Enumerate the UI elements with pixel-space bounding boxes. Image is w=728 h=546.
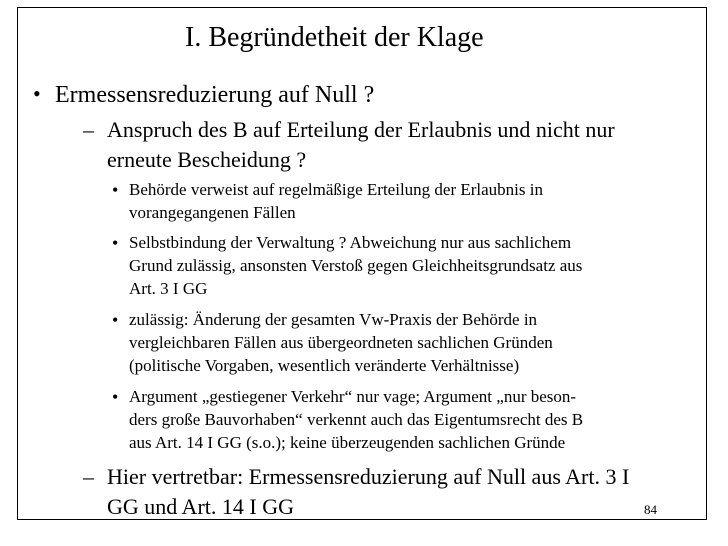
- point-3-line-1: zulässig: Änderung der gesamten Vw-Praxis der Behörde in: [129, 310, 538, 329]
- bullet-marker: •: [112, 387, 119, 407]
- bullet-marker: •: [33, 81, 41, 106]
- point-2-line-1: Selbstbindung der Verwaltung ? Abweichung nur aus sachlichem: [129, 233, 572, 252]
- point-4-line-3: aus Art. 14 I GG (s.o.); keine überzeugenden sachlichen Gründe: [129, 433, 566, 452]
- bullet-marker: •: [112, 233, 119, 253]
- sub-point-2-line-1: Hier vertretbar: Ermessensreduzierung auf Null aus Art. 3 I: [107, 464, 630, 489]
- page-number: 84: [644, 502, 657, 517]
- point-1-line-1: Behörde verweist auf regelmäßige Erteilung der Erlaubnis in: [129, 180, 543, 199]
- sub-point-2-line-2: GG und Art. 14 I GG: [107, 494, 294, 519]
- point-3-line-2: vergleichbaren Fällen aus übergeordneten sachlichen Gründen: [129, 333, 553, 352]
- sub-point-1-line-2: erneute Bescheidung ?: [107, 147, 307, 172]
- bullet-marker: •: [112, 310, 119, 330]
- point-1-line-2: vorangegangenen Fällen: [129, 203, 296, 222]
- main-bullet-text: Ermessensreduzierung auf Null ?: [55, 82, 375, 108]
- point-4-line-2: ders große Bauvorhaben“ verkennt auch das Eigentumsrecht des B: [129, 410, 584, 429]
- point-2-line-3: Art. 3 I GG: [129, 279, 208, 298]
- bullet-marker: •: [112, 180, 119, 200]
- slide-title: I. Begründetheit der Klage: [185, 22, 484, 53]
- point-2-line-2: Grund zulässig, ansonsten Verstoß gegen Gleichheitsgrundsatz aus: [129, 256, 583, 275]
- point-3-line-3: (politische Vorgaben, wesentlich veränderte Verhältnisse): [129, 356, 520, 375]
- point-4-line-1: Argument „gestiegener Verkehr“ nur vage; Argument „nur beson-: [129, 387, 577, 406]
- dash-marker: –: [83, 117, 94, 142]
- dash-marker: –: [83, 464, 94, 489]
- sub-point-1-line-1: Anspruch des B auf Erteilung der Erlaubnis und nicht nur: [107, 117, 615, 142]
